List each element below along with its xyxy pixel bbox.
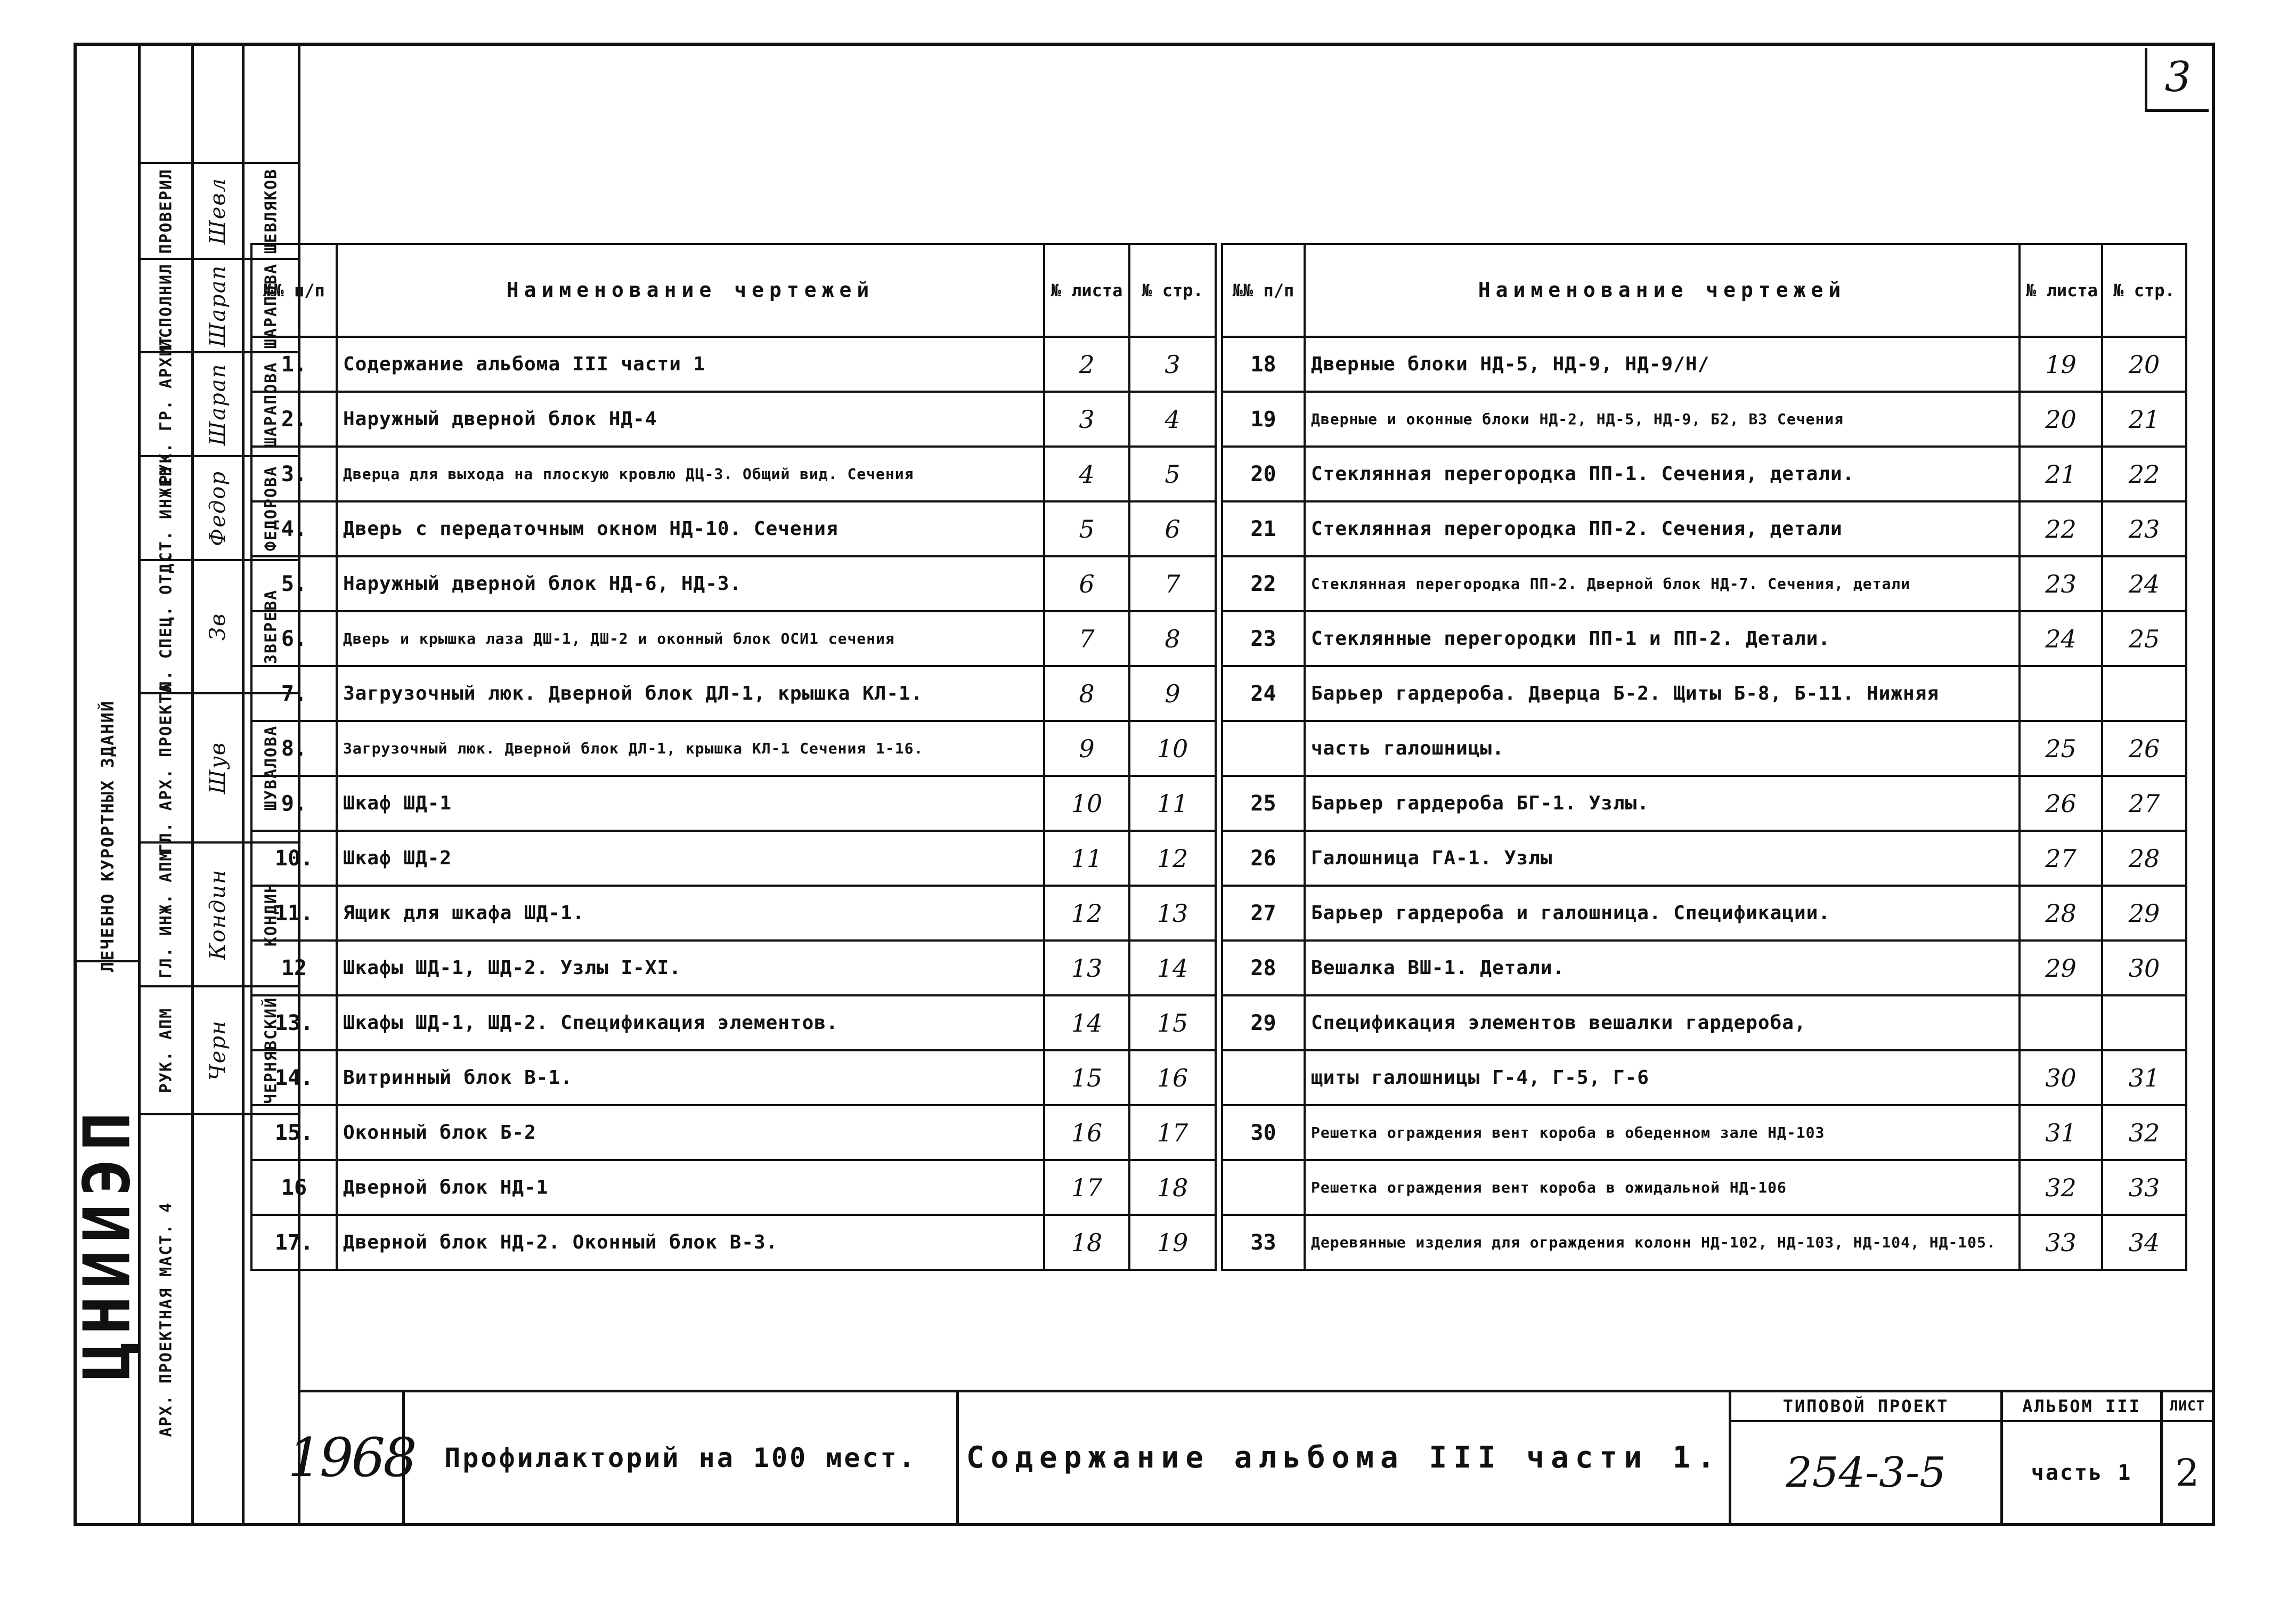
- stamp-org-name: ЦНИИЭП: [70, 1105, 144, 1381]
- title-album-cell: [2003, 1392, 2163, 1523]
- table-row: 13. Шкафы ШД-1, ШД-2. Спецификация элементов. 14 15: [251, 995, 1216, 1050]
- table-row: 15. Оконный блок Б-2 16 17: [251, 1105, 1216, 1160]
- header-sheet: № листа: [1044, 244, 1129, 337]
- index-table-left: [250, 243, 1217, 1271]
- stamp-org-cell: [77, 46, 138, 712]
- stamp-workshop: АРХ. ПРОЕКТНАЯ МАСТ. 4: [157, 1201, 175, 1437]
- stamp-role-6: ГЛ. ИНЖ. АПМ: [141, 844, 191, 987]
- title-project-cell: [1731, 1392, 2003, 1523]
- stamp-org-column: [70, 46, 144, 1523]
- title-sheet-cell: [2163, 1392, 2212, 1523]
- stamp-name-4: ЗВЕРЕВА: [245, 561, 298, 694]
- stamp-role-0: ПРОВЕРИЛ: [141, 164, 191, 260]
- table-row: 6. Дверь и крышка лаза ДШ-1, ДШ-2 и оконный блок ОСИ1 сечения 7 8: [251, 611, 1216, 666]
- stamp-signature-2: Шарап: [194, 353, 242, 457]
- stamp-role-7: РУК. АПМ: [141, 987, 191, 1115]
- table-row: часть галошницы. 25 26: [1222, 721, 2186, 776]
- index-table-right: [1221, 243, 2187, 1271]
- title-project-number: 254-3-5: [1786, 1448, 1946, 1497]
- stamp-workshop-cell: [141, 1115, 191, 1523]
- table-row: 22 Стеклянная перегородка ПП-2. Дверной блок НД-7. Сечения, детали 23 24: [1222, 556, 2186, 611]
- table-row: 3. Дверца для выхода на плоскую кровлю ДЦ-3. Общий вид. Сечения 4 5: [251, 447, 1216, 501]
- title-year-cell: [288, 1392, 415, 1523]
- stamp-name-1: ШАРАПОВА: [245, 260, 298, 353]
- table-row: 11. Ящик для шкафа ШД-1. 12 13: [251, 886, 1216, 941]
- stamp-empty-bottom: [194, 1115, 242, 1523]
- stamp-name-6: КОНДИН: [245, 844, 298, 987]
- stamp-roles-column: [141, 46, 194, 1523]
- stamp-signature-7: Черн: [194, 987, 242, 1115]
- table-row: 21 Стеклянная перегородка ПП-2. Сечения, детали 22 23: [1222, 501, 2186, 556]
- stamp-role-4: ГЛ. СПЕЦ. ОТД.: [141, 561, 191, 694]
- table-header-row: [251, 244, 1216, 337]
- table-row: 14. Витринный блок В-1. 15 16: [251, 1050, 1216, 1105]
- stamp-role-3: СТ. ИНЖЕН.: [141, 457, 191, 561]
- title-album-label: АЛЬБОМ III: [2003, 1392, 2160, 1422]
- stamp-signature-column: [194, 46, 245, 1523]
- stamp-signature-4: Зв: [194, 561, 242, 694]
- table-body-right: [1222, 337, 2186, 1270]
- table-row: 17. Дверной блок НД-2. Оконный блок В-3. 18 19: [251, 1215, 1216, 1270]
- sheet-number: 3: [2145, 48, 2209, 112]
- table-row: 23 Стеклянные перегородки ПП-1 и ПП-2. Детали. 24 25: [1222, 611, 2186, 666]
- title-sheet-label: ЛИСТ: [2163, 1392, 2212, 1422]
- table-row: 1. Содержание альбома III части 1 2 3: [251, 337, 1216, 392]
- table-row: 24 Барьер гардероба. Дверца Б-2. Щиты Б-8, Б-11. Нижняя: [1222, 666, 2186, 721]
- table-row: щиты галошницы Г-4, Г-5, Г-6 30 31: [1222, 1050, 2186, 1105]
- stamp-signature-3: Федор: [194, 457, 242, 561]
- title-sheet-number: 2: [2175, 1450, 2200, 1495]
- drawing-sheet: [70, 43, 2215, 1526]
- table-row: 2. Наружный дверной блок НД-4 3 4: [251, 392, 1216, 447]
- table-row: 8. Загрузочный люк. Дверной блок ДЛ-1, крышка КЛ-1 Сечения 1-16. 9 10: [251, 721, 1216, 776]
- table-row: 33 Деревянные изделия для ограждения колонн НД-102, НД-103, НД-104, НД-105. 33 34: [1222, 1215, 2186, 1270]
- header-no: №№ п/п: [251, 244, 337, 337]
- stamp-org-name-cell: [70, 962, 144, 1523]
- title-object-cell: [405, 1392, 959, 1523]
- stamp-signature-1: Шарап: [194, 260, 242, 353]
- header-page: № стр.: [2102, 244, 2186, 337]
- stamp-name-7: ЧЕРНЯВСКИЙ: [245, 987, 298, 1115]
- table-row: 28 Вешалка ВШ-1. Детали. 29 30: [1222, 941, 2186, 995]
- table-row: 12 Шкафы ШД-1, ШД-2. Узлы I-XI. 13 14: [251, 941, 1216, 995]
- table-row: 29 Спецификация элементов вешалки гардероба,: [1222, 995, 2186, 1050]
- table-row: 4. Дверь с передаточным окном НД-10. Сечения 5 6: [251, 501, 1216, 556]
- stamp-name-5: ШУВАЛОВА: [245, 694, 298, 844]
- stamp-org-subtitle-cell: [77, 700, 138, 972]
- stamp-empty-top: [141, 46, 191, 164]
- title-sheet-title-cell: [959, 1392, 1731, 1523]
- stamp-signature-6: Кондин: [194, 844, 242, 987]
- stamp-name-0: ШЕВЛЯКОВ: [245, 164, 298, 260]
- table-row: 5. Наружный дверной блок НД-6, НД-3. 6 7: [251, 556, 1216, 611]
- title-project-label: ТИПОВОЙ ПРОЕКТ: [1731, 1392, 2000, 1422]
- stamp-signature-5: Шув: [194, 694, 242, 844]
- stamp-role-5: ГЛ. АРХ. ПРОЕКТА: [141, 694, 191, 844]
- stamp-empty-top-3: [245, 46, 298, 164]
- table-row: 27 Барьер гардероба и галошница. Спецификации. 28 29: [1222, 886, 2186, 941]
- table-row: 26 Галошница ГА-1. Узлы 27 28: [1222, 831, 2186, 886]
- table-row: 10. Шкаф ШД-2 11 12: [251, 831, 1216, 886]
- title-object: Профилакторий на 100 мест.: [444, 1442, 917, 1473]
- table-row: 30 Решетка ограждения вент короба в обеденном зале НД-103 31 32: [1222, 1105, 2186, 1160]
- header-sheet: № листа: [2020, 244, 2102, 337]
- table-row: 7. Загрузочный люк. Дверной блок ДЛ-1, крышка КЛ-1. 8 9: [251, 666, 1216, 721]
- title-album-part: часть 1: [2031, 1460, 2132, 1485]
- table-header-row: [1222, 244, 2186, 337]
- table-row: 19 Дверные и оконные блоки НД-2, НД-5, НД-9, Б2, В3 Сечения 20 21: [1222, 392, 2186, 447]
- header-no: №№ п/п: [1222, 244, 1305, 337]
- table-body-left: [251, 337, 1216, 1270]
- table-row: Решетка ограждения вент короба в ожидальной НД-106 32 33: [1222, 1160, 2186, 1215]
- stamp-org-subtitle: ЛЕЧЕБНО КУРОРТНЫХ ЗДАНИЙ: [97, 700, 118, 972]
- header-page: № стр.: [1129, 244, 1216, 337]
- stamp-empty-top-2: [194, 46, 242, 164]
- header-name: Наименование чертежей: [1305, 244, 2020, 337]
- table-row: 18 Дверные блоки НД-5, НД-9, НД-9/Н/ 19 20: [1222, 337, 2186, 392]
- title-year: 1968: [288, 1426, 415, 1489]
- stamp-name-3: ФЕДОРОВА: [245, 457, 298, 561]
- title-block: [288, 1390, 2212, 1523]
- table-row: 25 Барьер гардероба БГ-1. Узлы. 26 27: [1222, 776, 2186, 831]
- title-sheet-title: Содержание альбома III части 1.: [966, 1440, 1722, 1475]
- table-row: 9. Шкаф ШД-1 10 11: [251, 776, 1216, 831]
- stamp-name-2: ШАРАПОВА: [245, 353, 298, 457]
- header-name: Наименование чертежей: [337, 244, 1044, 337]
- stamp-role-1: ИСПОЛНИЛ: [141, 260, 191, 353]
- table-row: 16 Дверной блок НД-1 17 18: [251, 1160, 1216, 1215]
- stamp-role-2: РУК. ГР. АРХИТ.: [141, 353, 191, 457]
- table-row: 20 Стеклянная перегородка ПП-1. Сечения, детали. 21 22: [1222, 447, 2186, 501]
- stamp-signature-0: Шевл: [194, 164, 242, 260]
